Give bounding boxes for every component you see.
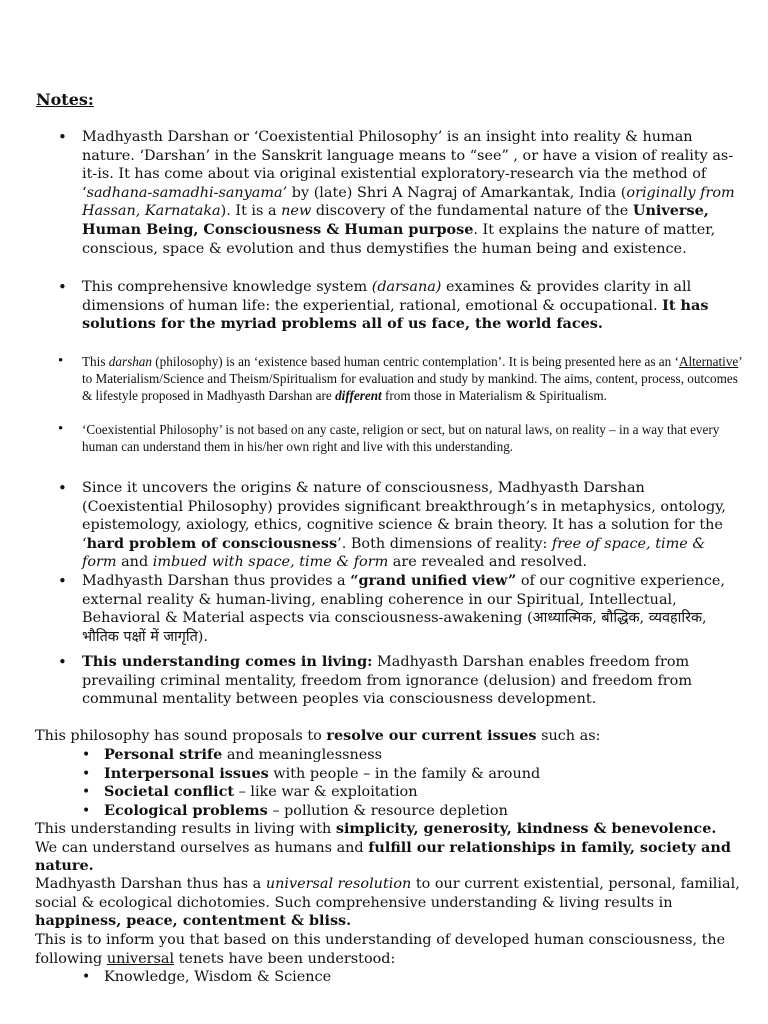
text-run: This philosophy has sound proposals to: [35, 728, 327, 744]
text-run: such as:: [536, 728, 601, 744]
proposals-intro: [35, 727, 740, 746]
text-run: Madhyasth Darshan enables freedom from prevailing criminal mentality, freedom from ignorance (delusion) and freedom from communal mentality between peoples via consciousness development.: [82, 654, 692, 708]
issue-item: [82, 765, 724, 784]
text-run: free of space, time & form: [82, 535, 706, 571]
bullet-icon: •: [58, 572, 67, 590]
text-run: with people – in the family & around: [268, 766, 541, 782]
bullet-icon: •: [58, 278, 67, 296]
text-run: examines & provides clarity in all dimensions of human life: the experiential, rational, emotional & occupational.: [82, 279, 692, 314]
bullet-icon: •: [82, 803, 91, 819]
text-run: This is to inform you that based on this understanding of developed human consciousness, the following: [35, 932, 726, 967]
issue-item: [82, 746, 724, 765]
bullet-icon: •: [82, 784, 91, 800]
results-paragraph: [35, 820, 740, 876]
text-run: from those in Materialism & Spiritualism.: [381, 388, 607, 403]
text-run: resolve our current issues: [326, 727, 537, 744]
bullet-text: [82, 573, 725, 645]
bullet-consciousness-breakthrough: [58, 479, 742, 572]
text-run: sadhana-samadhi-sanyama’: [86, 184, 288, 201]
resolution-paragraph: [35, 875, 740, 931]
bullet-text: [82, 480, 726, 570]
text-run: and meaninglessness: [222, 747, 383, 763]
text-run: originally from Hassan, Karnataka: [82, 184, 735, 220]
text-run: Societal conflict: [104, 783, 234, 800]
text-run: Madhyasth Darshan thus has a: [35, 876, 266, 892]
text-run: ‘Coexistential Philosophy’ is not based on any caste, religion or sect, but on natural laws, on reality – in a way that every human can understand them in his/her own right and live with this understanding.: [82, 422, 720, 454]
bullet-icon: •: [82, 747, 91, 763]
bullet-text: [82, 129, 735, 257]
bullet-icon: •: [82, 969, 91, 985]
bullet-natural-laws: [58, 421, 742, 455]
text-run: This comprehensive knowledge system: [82, 279, 372, 295]
text-run: Knowledge, Wisdom & Science: [104, 969, 332, 985]
text-run: ’ to Materialism/Science and Theism/Spiritualism for evaluation and study by mankind. The aims, content, process, outcomes & lifestyle proposed in Madhyasth Darshan are: [82, 354, 742, 403]
text-run: ). It is a: [220, 203, 282, 220]
text-run: We can understand ourselves as humans and: [35, 839, 369, 856]
text-run: Madhyasth Darshan or ‘Coexistential Philosophy’ is an insight into reality & human nature. ‘Darshan’ in the Sanskrit language means to “see” , or have a vision of reality as-it-is. It has come about via original existential exploratory-research via the method of ‘: [82, 129, 734, 201]
text-run: . It explains the nature of matter, conscious, space & evolution and thus demystifies the human being and existence.: [82, 221, 716, 257]
text-run: (darsana): [371, 279, 442, 295]
text-run: simplicity, generosity, kindness & benevolence.: [335, 820, 717, 837]
issue-item: [82, 783, 724, 802]
text-run: imbued with space, time & form: [152, 554, 389, 571]
text-run: (philosophy) is an ‘existence based human centric contemplation’. It is being presented here as an ‘: [151, 354, 679, 369]
text-run: Ecological problems: [104, 802, 268, 819]
text-run: Madhyasth Darshan thus provides a: [82, 573, 351, 589]
bullet-text: [82, 279, 708, 332]
text-run: “grand unified view”: [350, 572, 517, 589]
text-run: discovery of the fundamental nature of the: [311, 203, 633, 220]
bullet-grand-unified-view: [58, 572, 742, 646]
text-run: This: [82, 354, 109, 369]
text-run: darshan: [108, 354, 152, 369]
text-run: Since it uncovers the origins & nature of consciousness, Madhyasth Darshan (Coexistential Philosophy) provides significant breakthrough’s in metaphysics, ontology, epistemology, axiology, ethics, cognitive science & brain theory. It has a solution for the ‘: [82, 480, 726, 552]
text-run: different: [335, 388, 382, 403]
tenet-item: [82, 968, 724, 987]
text-run: of our cognitive experience, external reality & human-living, enabling coherence in our Spiritual, Intellectual, Behavioral & Material aspects via consciousness-awakening (आध्यात्मिक, बौद्धिक, व्यवहारिक, भौतिक पक्षों में जागृति).: [82, 573, 725, 645]
bullet-text: [82, 422, 719, 454]
text-run: Universe, Human Being, Consciousness & Human purpose: [82, 202, 709, 238]
text-run: and: [116, 554, 153, 571]
text-run: Interpersonal issues: [104, 765, 269, 782]
text-run: Personal strife: [104, 746, 223, 763]
notes-heading: Notes:: [36, 90, 94, 109]
text-run: – like war & exploitation: [234, 784, 418, 800]
text-run: new: [281, 203, 312, 220]
text-run: by (late) Shri A Nagraj of Amarkantak, India (: [287, 184, 627, 201]
bullet-text: [82, 354, 742, 403]
bullet-coexistential-philosophy: [58, 128, 742, 258]
text-run: hard problem of consciousness: [86, 534, 338, 552]
bullet-understanding-in-living: [58, 653, 742, 709]
bullet-icon: •: [58, 128, 67, 146]
text-run: to our current existential, personal, familial, social & ecological dichotomies. Such comprehensive understanding & living results in: [35, 876, 740, 911]
bullet-icon: •: [58, 421, 64, 437]
text-run: – pollution & resource depletion: [267, 803, 508, 819]
text-run: fulfill our relationships in family, society and nature.: [35, 838, 731, 875]
bullet-icon: •: [58, 479, 67, 497]
bullet-text: [82, 654, 692, 707]
text-run: tenets have been understood:: [174, 950, 396, 967]
text-run: It has solutions for the myriad problems all of us face, the world faces.: [82, 296, 709, 333]
text-run: universal resolution: [265, 876, 412, 892]
inform-paragraph: [35, 931, 740, 968]
text-run: are revealed and resolved.: [388, 554, 587, 571]
text-run: happiness, peace, contentment & bliss.: [35, 912, 352, 930]
text-run: Alternative: [678, 354, 739, 369]
issue-item: [82, 802, 724, 821]
text-run: This understanding comes in living:: [82, 653, 373, 670]
bullet-icon: •: [58, 653, 67, 671]
text-run: universal: [106, 950, 175, 967]
text-run: ’. Both dimensions of reality:: [337, 535, 552, 552]
text-run: This understanding results in living with: [35, 821, 336, 837]
bullet-icon: •: [82, 766, 91, 782]
bullet-knowledge-system: [58, 278, 742, 334]
bullet-darshan-alternative: [58, 353, 742, 404]
bullet-icon: •: [58, 353, 64, 369]
